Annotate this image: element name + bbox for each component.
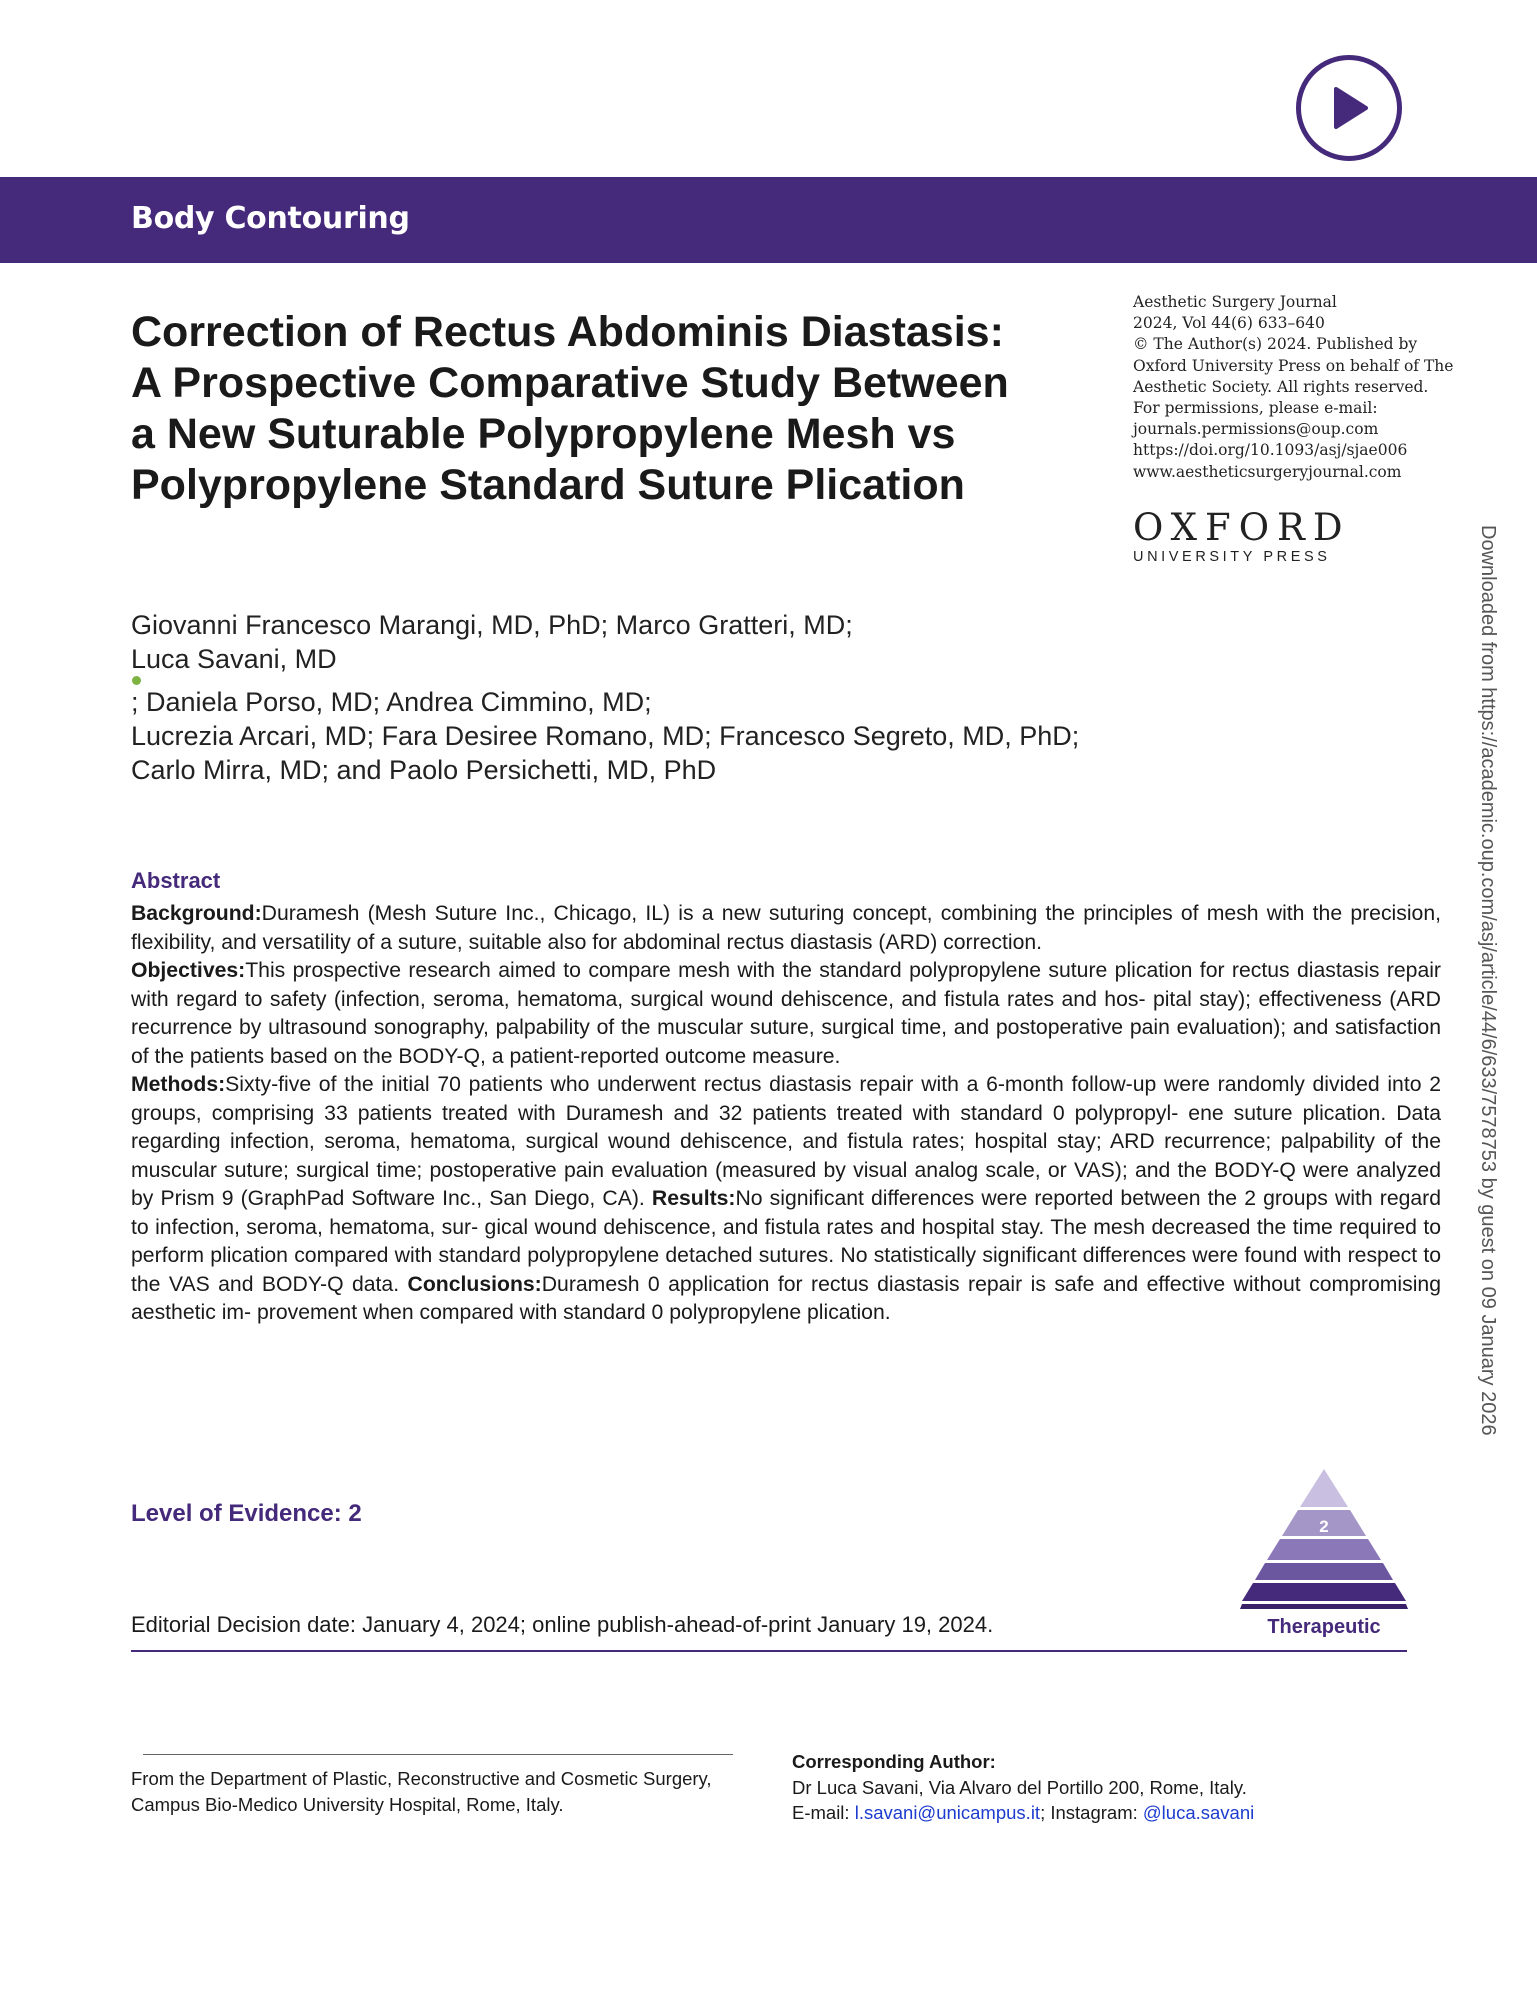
author-name: ; Daniela Porso, MD; Andrea Cimmino, MD;: [131, 687, 652, 717]
corresponding-contact: [792, 1800, 1492, 1826]
methods-label: Methods:: [131, 1073, 226, 1096]
email-link[interactable]: l.savani@unicampus.it: [854, 1802, 1041, 1823]
title-line: A Prospective Comparative Study Between: [131, 359, 1009, 407]
affiliation-line: From the Department of Plastic, Reconstructive and Cosmetic Surgery,: [131, 1768, 712, 1789]
publisher-logo-name: OXFORD: [1133, 506, 1351, 549]
copyright-line: Oxford University Press on behalf of The: [1133, 356, 1454, 375]
abstract-heading: Abstract: [131, 868, 221, 893]
objectives-text: This prospective research aimed to compare mesh with the standard polypropylene suture plication for rectus diastasis repair with regard to safety (infection, seroma, hematoma, surgical wound dehiscence, and fistula rates and hos- pital stay); effectiveness (ARD recurrence by ultrasound sonography, palpability of the muscular suture, surgical time, and postoperative pain evaluation); and satisfaction of the patients based on the BODY-Q, a patient-reported outcome measure.: [131, 959, 1441, 1068]
author-name: Luca Savani, MD: [131, 644, 337, 674]
evidence-pyramid-icon: [1240, 1469, 1408, 1619]
results-label: Results:: [651, 1187, 736, 1210]
journal-website-link[interactable]: www.aestheticsurgeryjournal.com: [1133, 462, 1402, 481]
title-line: Correction of Rectus Abdominis Diastasis:: [131, 308, 1004, 356]
play-icon: [1326, 83, 1372, 133]
pyramid-tier: [1240, 1604, 1408, 1609]
corresponding-label: Corresponding Author:: [792, 1751, 996, 1772]
affiliation-line: Campus Bio-Medico University Hospital, Rome, Italy.: [131, 1793, 564, 1815]
evidence-type-label: Therapeutic: [1267, 1616, 1381, 1638]
email-prefix: E-mail:: [792, 1802, 855, 1823]
copyright-line: Aesthetic Society. All rights reserved.: [1133, 377, 1429, 396]
journal-name: Aesthetic Surgery Journal: [1133, 293, 1337, 311]
orcid-icon[interactable]: [132, 676, 141, 685]
author-line: Lucrezia Arcari, MD; Fara Desiree Romano, MD; Francesco Segreto, MD, PhD;: [131, 721, 1080, 751]
corresponding-address: Dr Luca Savani, Via Alvaro del Portillo 200, Rome, Italy.: [792, 1776, 1247, 1798]
background-text: Duramesh (Mesh Suture Inc., Chicago, IL) is a new suturing concept, combining the principles of mesh with the precision, flexibility, and versatility of a suture, suitable also for abdominal rectus diastasis (ARD) correction.: [131, 902, 1441, 954]
author-line: Giovanni Francesco Marangi, MD, PhD; Marco Gratteri, MD;: [131, 610, 853, 640]
footnote-divider: [143, 1754, 733, 1755]
instagram-prefix: ; Instagram:: [1040, 1802, 1143, 1823]
copyright-line: © The Author(s) 2024. Published by: [1133, 335, 1418, 354]
publisher-logo-sub: UNIVERSITY PRESS: [1133, 549, 1331, 565]
conclusions-label: Conclusions:: [407, 1272, 542, 1296]
corresponding-author: [792, 1749, 1492, 1826]
video-play-button[interactable]: [1296, 55, 1402, 161]
author-line: Carlo Mirra, MD; and Paolo Persichetti, MD, PhD: [131, 755, 717, 785]
pyramid-level-number: 2: [1319, 1517, 1329, 1536]
title-line: a New Suturable Polypropylene Mesh vs: [131, 410, 956, 458]
pyramid-tier: [1300, 1469, 1348, 1507]
affiliation: [131, 1766, 781, 1817]
instagram-link[interactable]: @luca.savani: [1142, 1802, 1255, 1823]
journal-info: [1133, 292, 1463, 483]
conclusions-text: Duramesh 0 application for rectus diastasis repair is safe and effective without compromising aesthetic im- provement when compared with standard 0 polypropylene plication.: [131, 1272, 1441, 1324]
permissions-line: For permissions, please e-mail:: [1133, 399, 1378, 418]
doi-link[interactable]: https://doi.org/10.1093/asj/sjae006: [1133, 441, 1408, 460]
results-text: No significant differences were reported between the 2 groups with regard to infection, seroma, hematoma, sur- gical wound dehiscence, and fistula rates and hospital stay. The mesh decreased the time required to perform plication compared with standard polypropylene detached sutures. No statistically significant differences were found with respect to the VAS and BODY-Q data.: [131, 1187, 1442, 1296]
methods-text: Sixty-five of the initial 70 patients who underwent rectus diastasis repair with a 6-month follow-up were randomly divided into 2 groups, comprising 33 patients treated with Duramesh and 32 patients treated with standard 0 polypropyl- ene suture plication. Data regarding infection, seroma, hematoma, surgical wound dehiscence, and fistula rates; hospital stay; ARD recurrence; palpability of the muscular suture; surgical time; postoperative pain evaluation (measured by visual analog scale, or VAS); and the BODY-Q were analyzed by Prism 9 (GraphPad Software Inc., San Diego, CA).: [131, 1073, 1441, 1210]
download-watermark: Downloaded from https://academic.oup.com/asj/article/44/6/633/7578753 by guest on 09 January 2026: [1477, 525, 1499, 1436]
divider: [131, 1650, 1407, 1652]
abstract-body: [131, 900, 1441, 1328]
author-list: [131, 608, 1231, 787]
permissions-email[interactable]: journals.permissions@oup.com: [1133, 420, 1379, 439]
background-label: Background:: [131, 902, 262, 925]
title-line: Polypropylene Standard Suture Plication: [131, 461, 965, 509]
level-of-evidence: Level of Evidence: 2: [131, 1500, 362, 1527]
objectives-label: Objectives:: [131, 959, 246, 982]
author-line: [131, 642, 1231, 719]
editorial-dates: Editorial Decision date: January 4, 2024; online publish-ahead-of-print January 19, 2024.: [131, 1612, 994, 1637]
pyramid-tier: [1267, 1539, 1381, 1560]
article-title: [131, 307, 1051, 511]
pyramid-tier: [1255, 1563, 1393, 1580]
section-label: Body Contouring: [131, 201, 410, 236]
journal-volume: 2024, Vol 44(6) 633–640: [1133, 314, 1325, 333]
pyramid-tier: [1242, 1583, 1406, 1601]
